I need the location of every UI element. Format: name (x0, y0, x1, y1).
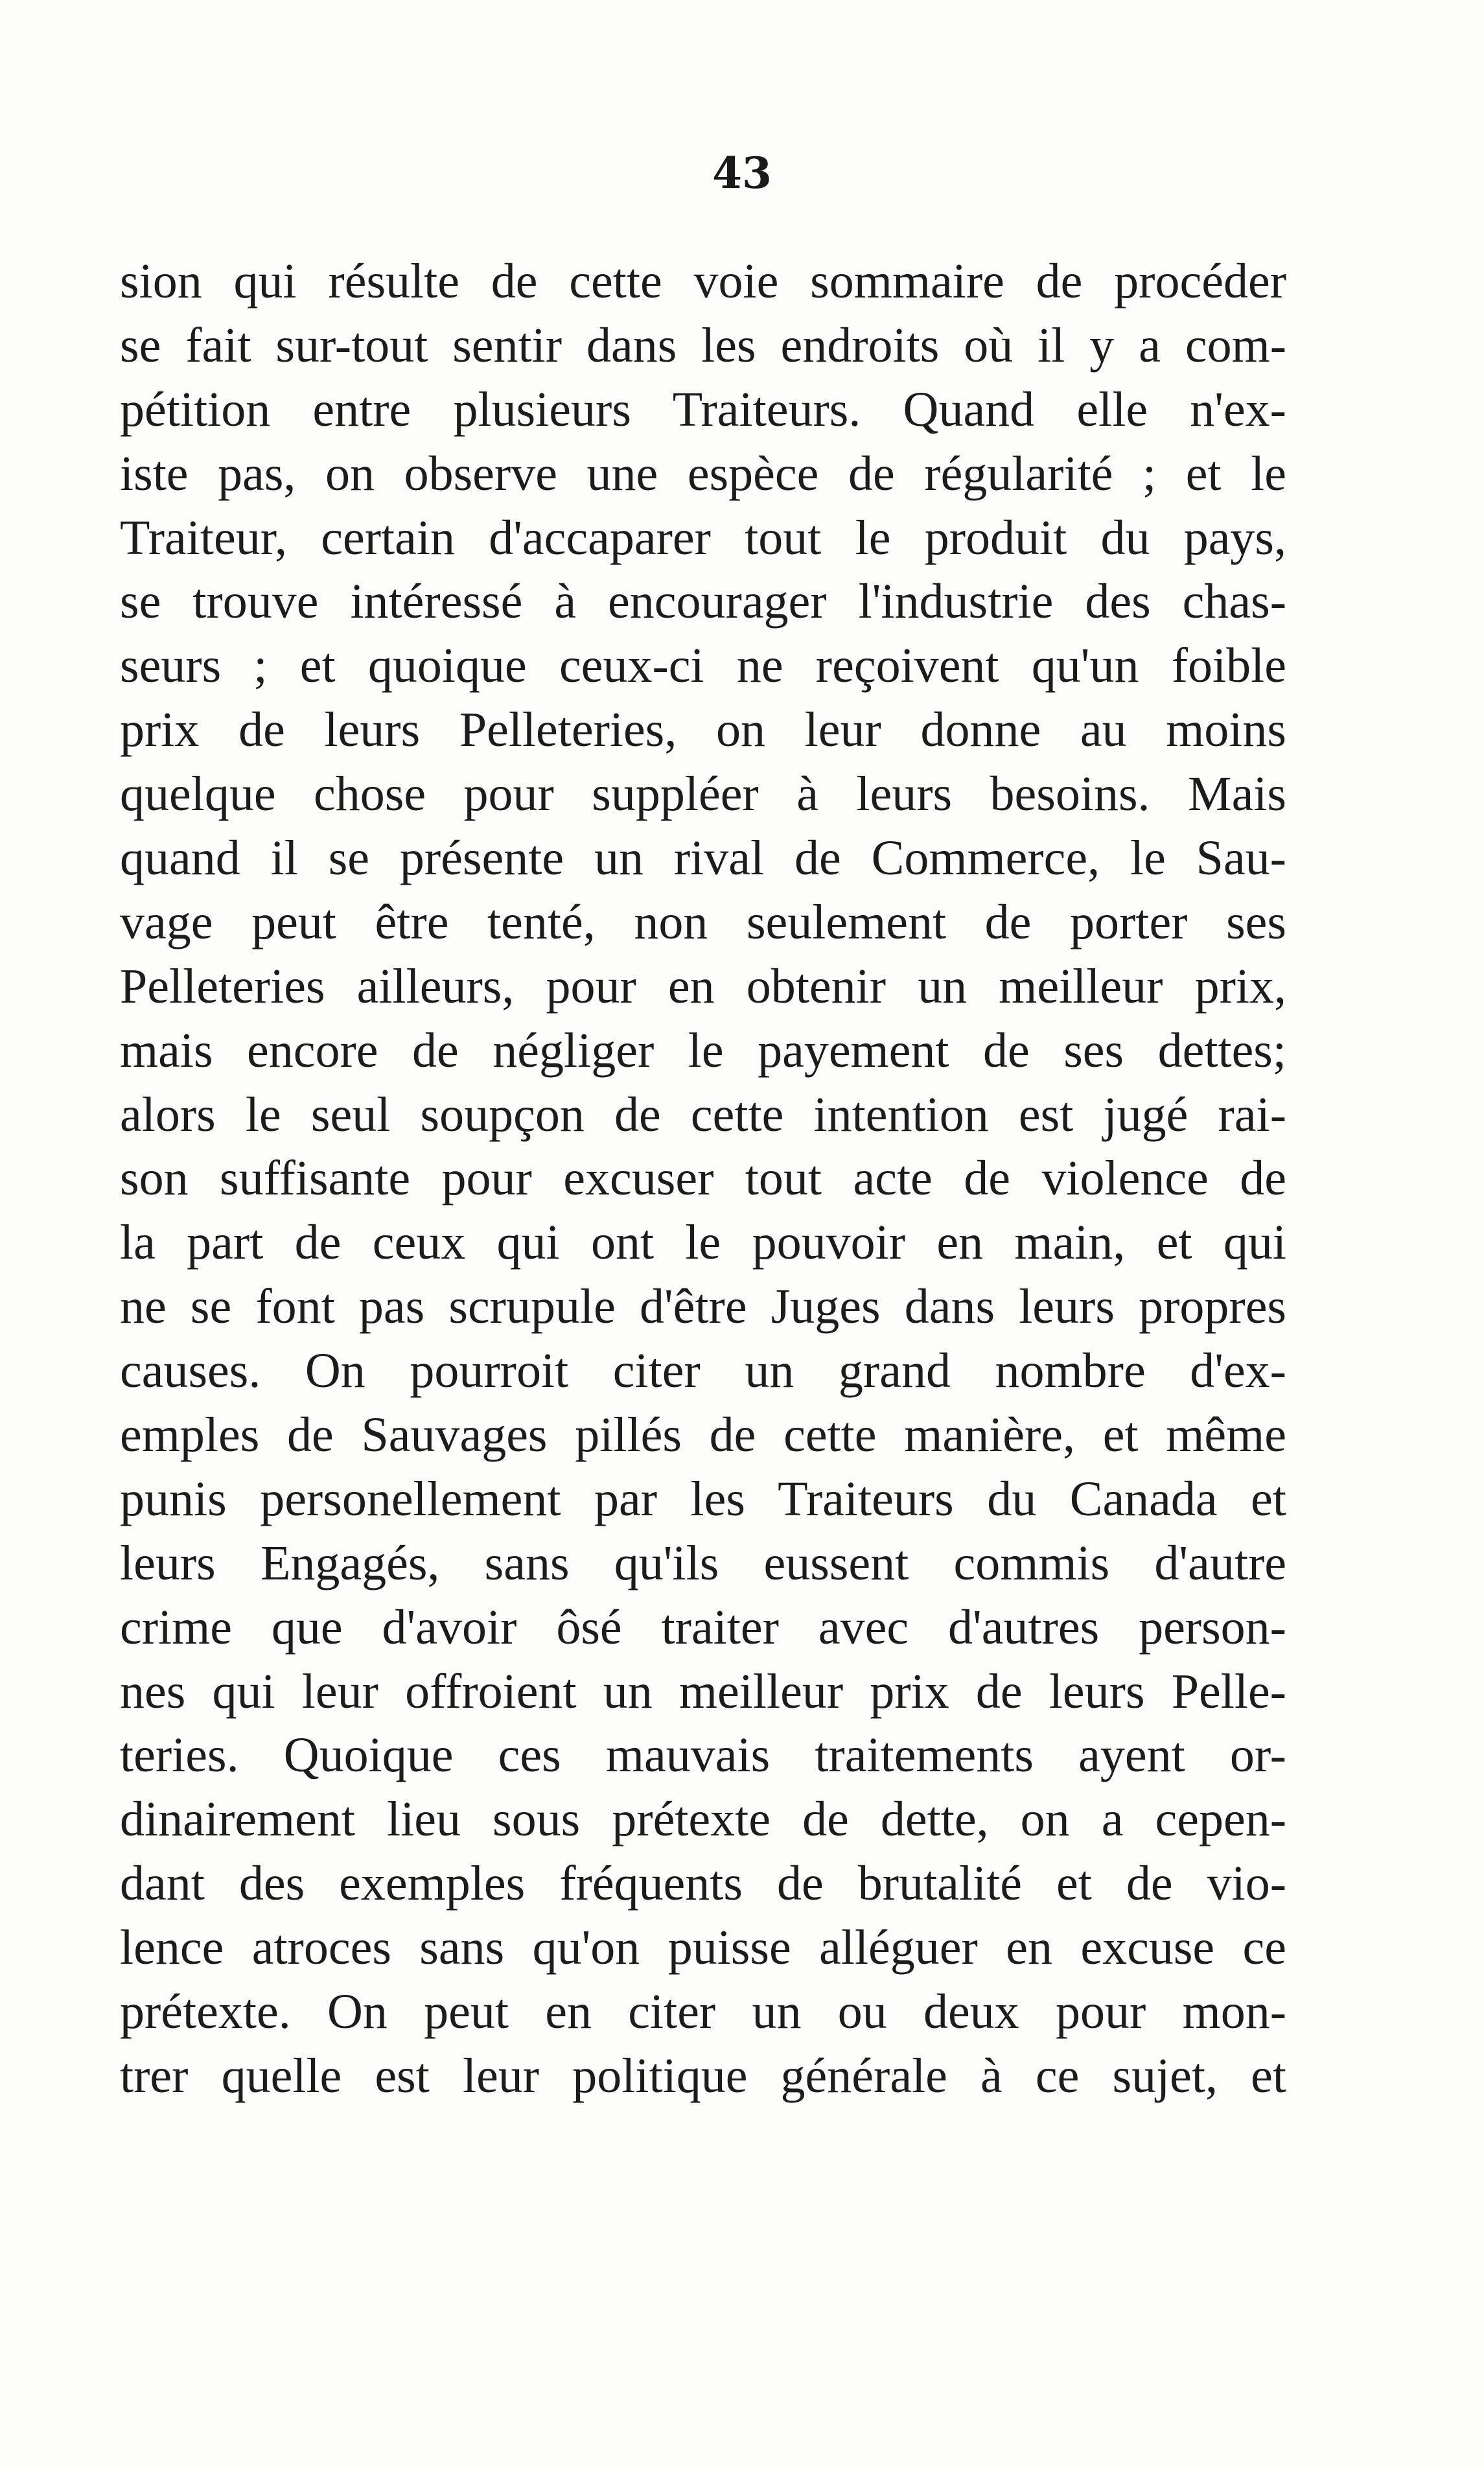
text-line: crime que d'avoir ôsé traiter avec d'autres person- (120, 1600, 1286, 1655)
text-line: teries. Quoique ces mauvais traitements ayent or- (120, 1728, 1286, 1783)
text-line: punis personellement par les Traiteurs du Canada et (120, 1471, 1286, 1526)
text-line: lence atroces sans qu'on puisse alléguer en excuse ce (120, 1920, 1286, 1975)
text-line: sion qui résulte de cette voie sommaire de procéder (120, 254, 1286, 308)
text-line: Pelleteries ailleurs, pour en obtenir un meilleur prix, (120, 959, 1286, 1014)
text-line: nes qui leur offroient un meilleur prix de leurs Pelle- (120, 1664, 1286, 1719)
text-line: trer quelle est leur politique générale à ce sujet, et (120, 2048, 1286, 2103)
body-text (120, 250, 1286, 2108)
text-line: prétexte. On peut en citer un ou deux pour mon- (120, 1985, 1286, 2040)
text-line: la part de ceux qui ont le pouvoir en main, et qui (120, 1215, 1286, 1270)
text-line: se trouve intéressé à encourager l'industrie des chas- (120, 574, 1286, 629)
text-line: causes. On pourroit citer un grand nombre d'ex- (120, 1344, 1286, 1399)
text-line: dinairement lieu sous prétexte de dette, on a cepen- (120, 1792, 1286, 1847)
page-number: 43 (712, 148, 772, 198)
text-line: mais encore de négliger le payement de ses dettes; (120, 1023, 1286, 1078)
text-line: quand il se présente un rival de Commerce, le Sau- (120, 831, 1286, 886)
text-line: iste pas, on observe une espèce de régularité ; et le (120, 446, 1286, 501)
text-line: leurs Engagés, sans qu'ils eussent commis d'autre (120, 1535, 1286, 1590)
text-line: vage peut être tenté, non seulement de porter ses (120, 894, 1286, 949)
text-line: se fait sur-tout sentir dans les endroits où il y a com- (120, 318, 1286, 373)
text-line: dant des exemples fréquents de brutalité et de vio- (120, 1856, 1286, 1911)
text-line: seurs ; et quoique ceux-ci ne reçoivent qu'un foible (120, 638, 1286, 693)
text-line: pétition entre plusieurs Traiteurs. Quand elle n'ex- (120, 382, 1286, 437)
text-line: son suffisante pour excuser tout acte de violence de (120, 1151, 1286, 1206)
text-line: emples de Sauvages pillés de cette manière, et même (120, 1408, 1286, 1463)
text-line: prix de leurs Pelleteries, on leur donne au moins (120, 703, 1286, 758)
text-line: Traiteur, certain d'accaparer tout le produit du pays, (120, 510, 1286, 565)
text-line: quelque chose pour suppléer à leurs besoins. Mais (120, 767, 1286, 822)
text-line: ne se font pas scrupule d'être Juges dans leurs propres (120, 1279, 1286, 1334)
text-line: alors le seul soupçon de cette intention est jugé rai- (120, 1087, 1286, 1142)
